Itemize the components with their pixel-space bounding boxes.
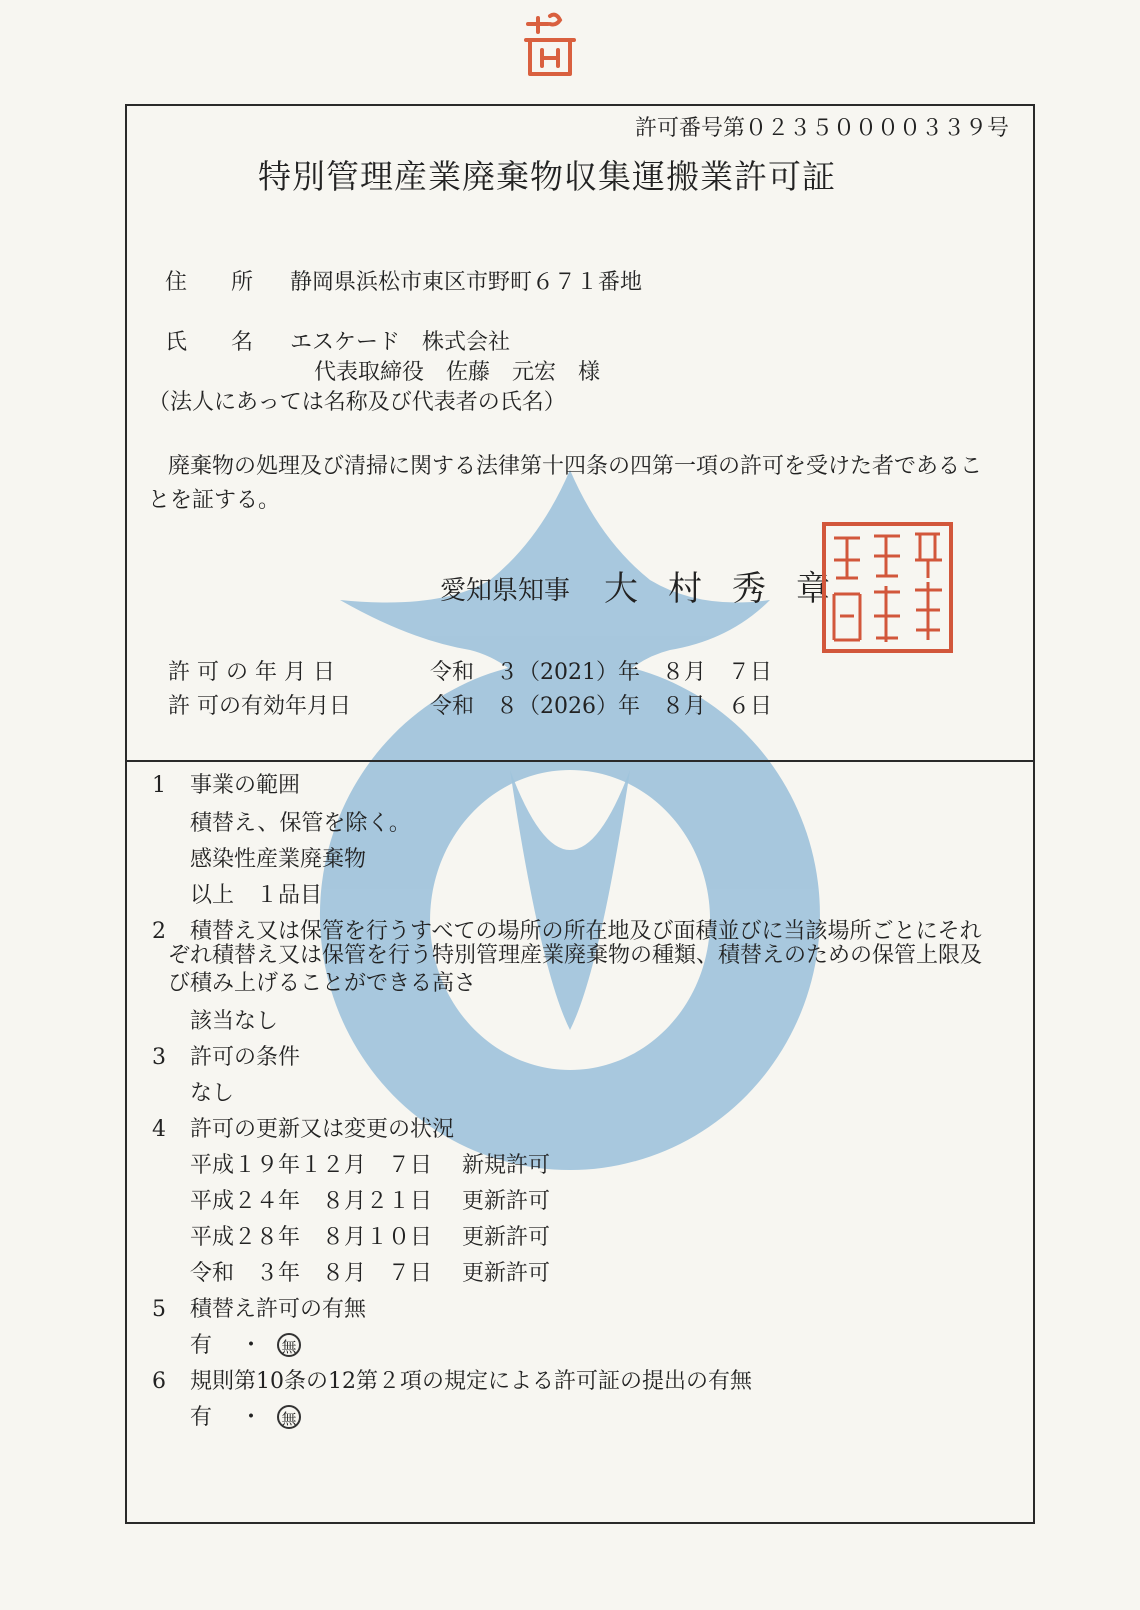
- history-event: 更新許可: [462, 1225, 551, 1250]
- history-date: 平成１９年１２月 ７日: [190, 1153, 433, 1178]
- section-1-item: 積替え、保管を除く。: [190, 811, 411, 836]
- section-divider: [125, 760, 1035, 762]
- section-2-value: 該当なし: [190, 1009, 279, 1034]
- section-6-yes: 有: [190, 1405, 213, 1430]
- governor-seal-icon: [820, 520, 955, 655]
- section-5-yes: 有: [190, 1333, 213, 1358]
- seal-glyph-icon: [520, 10, 580, 85]
- top-seal: [520, 10, 580, 85]
- section-2-number: 2: [152, 919, 166, 944]
- section-3-number: 3: [152, 1045, 166, 1070]
- representative-name: 代表取締役 佐藤 元宏 様: [314, 360, 601, 385]
- section-1-item: 以上 １品目: [190, 883, 323, 908]
- address-label: 住 所: [165, 270, 254, 295]
- section-5-separator: ・: [240, 1333, 263, 1358]
- name-label: 氏 名: [165, 330, 254, 355]
- governor-name: 大村秀章: [604, 569, 860, 609]
- company-name: エスケード 株式会社: [290, 330, 511, 355]
- section-3-value: なし: [190, 1081, 235, 1106]
- section-4-number: 4: [152, 1117, 166, 1142]
- grant-date-value: 令和 ３（2021）年 ８月 ７日: [430, 660, 772, 685]
- section-1-item: 感染性産業廃棄物: [190, 847, 367, 872]
- section-5-title: 積替え許可の有無: [190, 1297, 367, 1322]
- address-value: 静岡県浜松市東区市野町６７１番地: [290, 270, 643, 295]
- history-date: 令和 ３年 ８月 ７日: [190, 1261, 433, 1286]
- section-5-no-circled: [277, 1333, 301, 1357]
- governor-title: 愛知県知事: [440, 576, 571, 606]
- section-2-text: 積替え又は保管を行うすべての場所の所在地及び面積並びに当該場所ごとにそれ: [190, 919, 982, 944]
- section-6-separator: ・: [240, 1405, 263, 1430]
- section-1-number: 1: [152, 773, 166, 798]
- certification-line-2: とを証する。: [148, 488, 281, 513]
- permit-number: 許可番号第０２３５００００３３９号: [635, 116, 1010, 141]
- certification-line-1: 廃棄物の処理及び清掃に関する法律第十四条の四第一項の許可を受けた者であるこ: [168, 454, 983, 479]
- history-event: 更新許可: [462, 1261, 551, 1286]
- section-1-title: 事業の範囲: [190, 773, 301, 798]
- section-5-no: 無: [277, 1333, 301, 1357]
- section-4-title: 許可の更新又は変更の状況: [190, 1117, 455, 1142]
- history-date: 平成２４年 ８月２１日: [190, 1189, 433, 1214]
- grant-date-label: 許 可 の 年 月 日: [168, 660, 335, 685]
- section-6-number: 6: [152, 1369, 166, 1394]
- section-3-title: 許可の条件: [190, 1045, 301, 1070]
- expiry-date-value: 令和 ８（2026）年 ８月 ６日: [430, 694, 772, 719]
- governor-seal: [820, 520, 955, 655]
- section-2-text: び積み上げることができる高さ: [168, 971, 477, 996]
- section-2-text: ぞれ積替え又は保管を行う特別管理産業廃棄物の種類、積替えのための保管上限及: [168, 943, 983, 968]
- history-event: 新規許可: [462, 1153, 551, 1178]
- section-6-no-circled: [277, 1405, 301, 1429]
- section-6-title: 規則第10条の12第２項の規定による許可証の提出の有無: [190, 1369, 752, 1394]
- section-5-number: 5: [152, 1297, 166, 1322]
- history-event: 更新許可: [462, 1189, 551, 1214]
- certificate-title: 特別管理産業廃棄物収集運搬業許可証: [258, 157, 836, 196]
- history-date: 平成２８年 ８月１０日: [190, 1225, 433, 1250]
- expiry-date-label: 許 可の有効年月日: [168, 694, 351, 719]
- name-note: （法人にあっては名称及び代表者の氏名）: [148, 390, 566, 415]
- section-6-no: 無: [277, 1405, 301, 1429]
